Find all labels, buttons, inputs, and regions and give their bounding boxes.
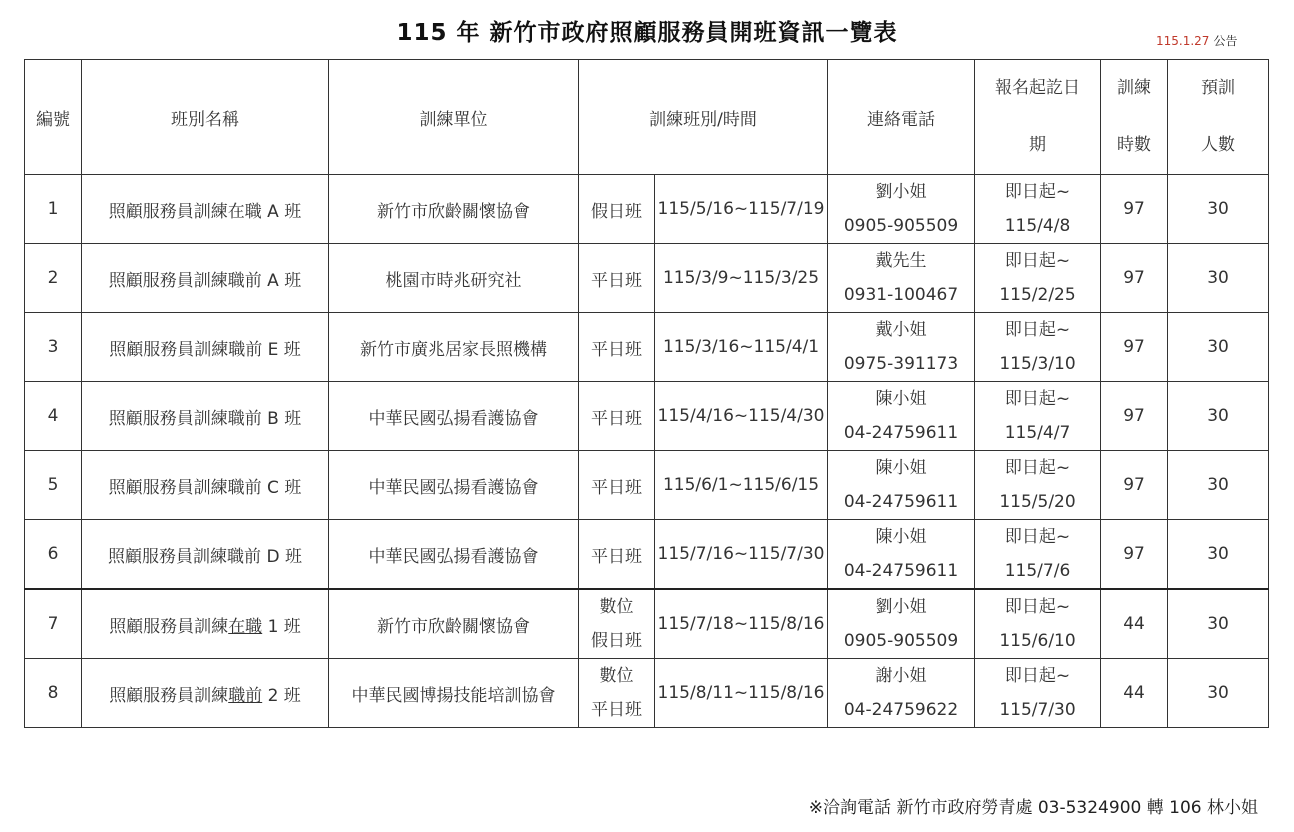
class-name-prefix: 照顧服務員訓練	[108, 408, 228, 429]
training-hours-cell: 97	[1101, 313, 1168, 382]
contact-name: 陳小姐	[875, 458, 927, 478]
header-registration-period	[975, 60, 1101, 175]
class-name-prefix: 照顧服務員訓練	[108, 270, 228, 291]
class-name-cell	[82, 313, 329, 382]
planned-trainees-cell: 30	[1168, 382, 1269, 451]
training-unit-cell: 新竹市欣齡關懷協會	[329, 175, 579, 244]
training-hours-cell: 44	[1101, 659, 1168, 728]
class-name-category: 職前	[228, 339, 263, 360]
class-type-cell: 假日班	[579, 175, 655, 244]
class-name-prefix: 照顧服務員訓練	[108, 546, 228, 567]
contact-phone: 0975-391173	[843, 354, 959, 374]
header-registration-line2: 期	[1029, 135, 1047, 155]
header-people-line2: 人數	[1201, 135, 1236, 155]
training-unit-cell: 中華民國弘揚看護協會	[329, 520, 579, 590]
training-unit-cell: 新竹市欣齡關懷協會	[329, 589, 579, 659]
header-hours-line2: 時數	[1117, 135, 1152, 155]
training-unit-cell: 中華民國弘揚看護協會	[329, 451, 579, 520]
contact-name: 謝小姐	[875, 666, 927, 686]
registration-period-cell	[975, 589, 1101, 659]
training-unit-cell: 中華民國弘揚看護協會	[329, 382, 579, 451]
registration-deadline: 115/7/30	[999, 700, 1076, 720]
class-type-line2: 平日班	[591, 700, 642, 720]
class-name-cell	[82, 244, 329, 313]
class-name-suffix: E 班	[262, 339, 301, 360]
training-period-cell: 115/7/16~115/7/30	[655, 520, 828, 590]
registration-period-cell	[975, 313, 1101, 382]
training-period-cell: 115/6/1~115/6/15	[655, 451, 828, 520]
planned-trainees-cell: 30	[1168, 589, 1269, 659]
registration-period-cell	[975, 520, 1101, 590]
planned-trainees-cell: 30	[1168, 313, 1269, 382]
row-number: 2	[25, 244, 82, 313]
contact-cell	[828, 313, 975, 382]
planned-trainees-cell: 30	[1168, 244, 1269, 313]
contact-phone: 0905-905509	[843, 216, 959, 236]
contact-phone: 04-24759611	[843, 492, 959, 512]
class-name-cell	[82, 175, 329, 244]
planned-trainees-cell: 30	[1168, 175, 1269, 244]
contact-phone: 04-24759622	[843, 700, 959, 720]
class-type-line1: 數位	[599, 597, 634, 617]
contact-name: 陳小姐	[875, 389, 927, 409]
registration-deadline: 115/3/10	[999, 354, 1076, 374]
inquiry-footer: ※洽詢電話 新竹市政府勞青處 03-5324900 轉 106 林小姐	[808, 798, 1258, 818]
class-name-prefix: 照顧服務員訓練	[108, 201, 228, 222]
contact-cell	[828, 659, 975, 728]
planned-trainees-cell: 30	[1168, 659, 1269, 728]
class-name-suffix: D 班	[261, 546, 302, 567]
row-number: 6	[25, 520, 82, 590]
registration-deadline: 115/6/10	[999, 631, 1076, 651]
table-row	[25, 313, 1269, 382]
class-name-prefix: 照顧服務員訓練	[109, 339, 229, 360]
header-people-line1: 預訓	[1201, 78, 1236, 98]
contact-phone: 0905-905509	[843, 631, 959, 651]
table-row	[25, 451, 1269, 520]
class-type-line1: 數位	[599, 666, 634, 686]
row-number: 3	[25, 313, 82, 382]
registration-period-cell	[975, 244, 1101, 313]
registration-deadline: 115/4/8	[1004, 216, 1071, 236]
training-period-cell: 115/7/18~115/8/16	[655, 589, 828, 659]
contact-cell	[828, 382, 975, 451]
contact-name: 劉小姐	[875, 597, 927, 617]
training-hours-cell: 97	[1101, 451, 1168, 520]
contact-phone: 0931-100467	[843, 285, 959, 305]
registration-deadline: 115/7/6	[1004, 561, 1071, 581]
class-name-category: 職前	[227, 546, 262, 567]
class-name-category: 在職	[227, 201, 262, 222]
training-period-cell: 115/3/9~115/3/25	[655, 244, 828, 313]
contact-name: 陳小姐	[875, 527, 927, 547]
page-title: 115 年 新竹市政府照顧服務員開班資訊一覽表	[396, 20, 898, 46]
class-name-cell	[82, 382, 329, 451]
header-training-hours	[1101, 60, 1168, 175]
class-name-suffix: 2 班	[262, 685, 301, 706]
training-hours-cell: 97	[1101, 382, 1168, 451]
training-period-cell: 115/4/16~115/4/30	[655, 382, 828, 451]
class-name-category: 在職	[228, 616, 263, 637]
table-row	[25, 244, 1269, 313]
header-planned-trainees	[1168, 60, 1269, 175]
class-name-suffix: A 班	[261, 270, 302, 291]
training-period-cell: 115/8/11~115/8/16	[655, 659, 828, 728]
contact-cell	[828, 244, 975, 313]
table-row	[25, 175, 1269, 244]
table-row	[25, 589, 1269, 659]
class-type-cell	[579, 659, 655, 728]
announcement-label: 公告	[1213, 34, 1238, 48]
training-hours-cell: 97	[1101, 175, 1168, 244]
class-type-cell: 平日班	[579, 244, 655, 313]
class-name-cell	[82, 520, 329, 590]
class-name-prefix: 照顧服務員訓練	[109, 685, 229, 706]
class-name-category: 職前	[228, 685, 263, 706]
training-period-cell: 115/5/16~115/7/19	[655, 175, 828, 244]
registration-start: 即日起~	[1004, 458, 1071, 478]
training-unit-cell: 桃園市時兆研究社	[329, 244, 579, 313]
contact-cell	[828, 520, 975, 590]
row-number: 4	[25, 382, 82, 451]
header-registration-line1: 報名起訖日	[995, 78, 1081, 98]
registration-deadline: 115/4/7	[1004, 423, 1071, 443]
class-schedule-table	[24, 59, 1269, 728]
contact-cell	[828, 451, 975, 520]
header-contact: 連絡電話	[828, 60, 975, 175]
registration-start: 即日起~	[1004, 597, 1071, 617]
registration-start: 即日起~	[1004, 182, 1071, 202]
class-name-suffix: 1 班	[262, 616, 301, 637]
class-type-cell: 平日班	[579, 520, 655, 590]
registration-period-cell	[975, 382, 1101, 451]
registration-start: 即日起~	[1004, 527, 1071, 547]
class-type-cell: 平日班	[579, 382, 655, 451]
registration-period-cell	[975, 451, 1101, 520]
row-number: 7	[25, 589, 82, 659]
registration-period-cell	[975, 659, 1101, 728]
registration-deadline: 115/2/25	[999, 285, 1076, 305]
class-type-cell: 平日班	[579, 451, 655, 520]
class-name-suffix: B 班	[261, 408, 302, 429]
training-unit-cell: 新竹市廣兆居家長照機構	[329, 313, 579, 382]
contact-name: 戴先生	[875, 251, 927, 271]
contact-cell	[828, 589, 975, 659]
class-name-suffix: A 班	[261, 201, 302, 222]
class-name-cell	[82, 451, 329, 520]
contact-phone: 04-24759611	[843, 423, 959, 443]
header-class-name: 班別名稱	[82, 60, 329, 175]
table-row	[25, 659, 1269, 728]
contact-phone: 04-24759611	[843, 561, 959, 581]
training-hours-cell: 44	[1101, 589, 1168, 659]
registration-start: 即日起~	[1004, 251, 1071, 271]
class-name-cell	[82, 589, 329, 659]
class-name-category: 職前	[227, 270, 262, 291]
class-name-category: 職前	[227, 477, 262, 498]
registration-period-cell	[975, 175, 1101, 244]
class-type-cell	[579, 589, 655, 659]
contact-name: 劉小姐	[875, 182, 927, 202]
header-hours-line1: 訓練	[1117, 78, 1152, 98]
header-training-unit: 訓練單位	[329, 60, 579, 175]
registration-start: 即日起~	[1004, 666, 1071, 686]
table-row	[25, 520, 1269, 590]
row-number: 5	[25, 451, 82, 520]
header-schedule: 訓練班別/時間	[579, 60, 828, 175]
row-number: 1	[25, 175, 82, 244]
planned-trainees-cell: 30	[1168, 520, 1269, 590]
contact-cell	[828, 175, 975, 244]
planned-trainees-cell: 30	[1168, 451, 1269, 520]
training-period-cell: 115/3/16~115/4/1	[655, 313, 828, 382]
class-name-cell	[82, 659, 329, 728]
registration-start: 即日起~	[1004, 389, 1071, 409]
row-number: 8	[25, 659, 82, 728]
training-unit-cell: 中華民國博揚技能培訓協會	[329, 659, 579, 728]
training-hours-cell: 97	[1101, 520, 1168, 590]
registration-deadline: 115/5/20	[999, 492, 1076, 512]
class-type-cell: 平日班	[579, 313, 655, 382]
class-name-prefix: 照顧服務員訓練	[109, 616, 229, 637]
table-header-row	[25, 60, 1269, 175]
class-name-category: 職前	[227, 408, 262, 429]
header-no: 編號	[25, 60, 82, 175]
announcement-date-value: 115.1.27	[1156, 34, 1210, 48]
class-name-prefix: 照顧服務員訓練	[108, 477, 228, 498]
training-hours-cell: 97	[1101, 244, 1168, 313]
class-name-suffix: C 班	[261, 477, 302, 498]
registration-start: 即日起~	[1004, 320, 1071, 340]
contact-name: 戴小姐	[875, 320, 927, 340]
announcement-date	[1156, 32, 1237, 49]
table-row	[25, 382, 1269, 451]
class-type-line2: 假日班	[591, 631, 642, 651]
